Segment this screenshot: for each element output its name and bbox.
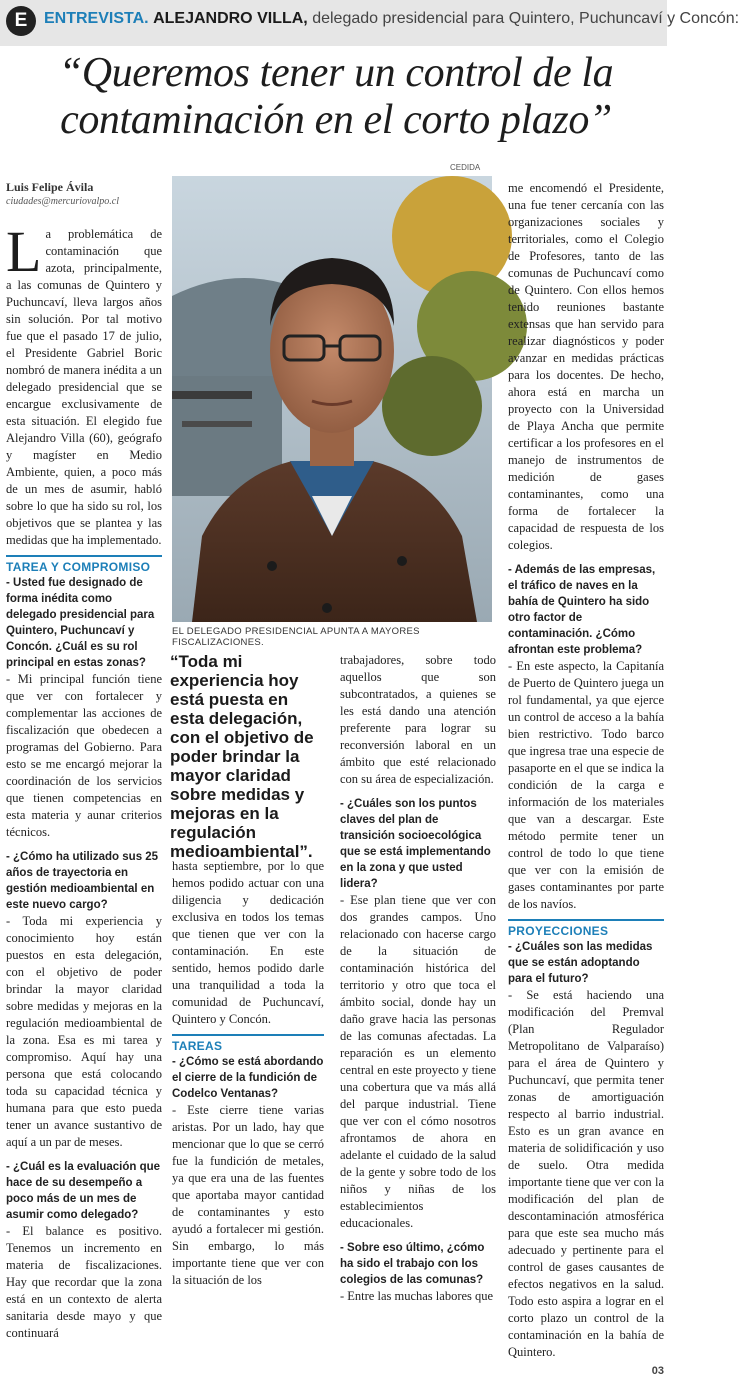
headline: “Queremos tener un control de la contaminación en el corto plazo” xyxy=(58,50,614,143)
answer: - Toda mi experiencia y conocimiento hoy están puestos en esta delegación, con el objetivo de poder brindar la mayor claridad sobre medidas y mejoras en la regulación medioambiental de la zona. Esa es mi tarea y compromiso. Aquí hay una persona que está colocando toda su capacidad técnica y humana para que esto pueda tener un avance sustantivo de aquí a un par de meses. xyxy=(6,914,162,1149)
question: - ¿Cuáles son los puntos claves del plan de transición socioecológica que se está implementando en la zona y que usted lidera? xyxy=(340,798,491,890)
column-1 xyxy=(6,219,162,1344)
column-4 xyxy=(508,180,664,1377)
question: - ¿Cómo ha utilizado sus 25 años de trayectoria en gestión medioambiental en este nuevo cargo? xyxy=(6,851,159,911)
intro-paragraph: La problemática de contaminación que azota, principalmente, a las comunas de Quintero y Puchuncaví, lleva largos años sin solución. Por tal motivo fue que el pasado 17 de julio, el Presidente Gabriel Boric nombró de manera inédita a un delegado presidencial que se encargue exclusivamente de esta situación. El elegido fue Alejandro Villa (60), geógrafo y magíster en Medio Ambiente, quien, a poco más de un mes de asumir, habló sobre lo que ha sido su rol, los objetivos que se plantea y las medidas que ha implementado. xyxy=(6,219,162,547)
section-divider xyxy=(6,555,162,557)
column-2 xyxy=(172,858,324,1291)
answer: - Mi principal función tiene que ver con fortalecer y complementar las acciones de fiscalización que obedecen a programas del Gobierno. Para esto se me encargó mejorar la coordinación de los servicios que tienen competencias en esta materia y aunar criterios técnicos. xyxy=(6,672,162,839)
answer: - En este aspecto, la Capitanía de Puerto de Quintero juega un rol fundamental, ya que ejerce un control de acceso a la bahía bien restrictivo. Todo barco que ingresa trae una especie de pasaporte en el que se indica la condición de la carga e información de los materiales que van a descargar. Este método permite tener un control de todo lo que tiene que ver con la emisión de gases contaminantes por parte de los navíos. xyxy=(508,659,664,911)
answer-continued: trabajadores, sobre todo aquellos que son subcontratados, a quienes se les está dando una atención preferente para lograr su reconversión laboral en un ámbito que esté relacionado con su área de especialización. xyxy=(340,653,496,786)
portrait-photo xyxy=(172,176,492,622)
question: - Además de las empresas, el tráfico de naves en la bahía de Quintero ha sido otro factor de contaminación. ¿Cómo afrontan este problema? xyxy=(508,564,656,656)
section-divider xyxy=(172,1034,324,1036)
article-header xyxy=(0,0,739,46)
answer: - Este cierre tiene varias aristas. Por un lado, hay que mencionar que lo que se cerró fue la fundición de metales, ya que era una de las fuentes que aportaba mayor cantidad de contaminantes y esto ayudó a fortalecer mi gestión. Sin embargo, lo más importante tiene que ver con la situación de los xyxy=(172,1103,324,1287)
answer: - Entre las muchas labores que xyxy=(340,1289,494,1303)
answer-continued: me encomendó el Presidente, una fue tener cercanía con las organizaciones sociales y territoriales, como el Colegio de Profesores, tanto de las comunas de Puchuncaví como de Quintero. Con ellos hemos tenido reuniones bastante extensas que han servido para realizar diagnósticos y poder avanzar en medidas prácticas para los docentes. De hecho, ahora está en marcha un proyecto con la Universidad de Playa Ancha que permite certificar a los profesores en el manejo de instrumentos de medición de gases contaminantes, como una forma de fortalecer la capacidad de respuesta de los colegios. xyxy=(508,181,664,552)
byline-email: ciudades@mercuriovalpo.cl xyxy=(6,196,119,207)
section-heading: TAREAS xyxy=(172,1039,223,1053)
dropcap: L xyxy=(6,219,42,284)
section-label: ENTREVISTA. xyxy=(44,10,149,27)
question: - ¿Cuál es la evaluación que hace de su desempeño a poco más de un mes de asumir como delegado? xyxy=(6,1161,161,1221)
section-divider xyxy=(508,919,664,921)
photo-caption: EL DELEGADO PRESIDENCIAL APUNTA A MAYORES FISCALIZACIONES. xyxy=(172,626,420,648)
header-line xyxy=(44,10,739,28)
interviewee-role: delegado presidencial para Quintero, Puchuncaví y Concón: xyxy=(312,10,739,27)
question: - ¿Cómo se está abordando el cierre de la fundición de Codelco Ventanas? xyxy=(172,1056,324,1100)
column-3 xyxy=(340,652,496,1307)
photo-credit: CEDIDA xyxy=(450,163,481,172)
section-heading: TAREA Y COMPROMISO xyxy=(6,560,151,574)
byline-author: Luis Felipe Ávila xyxy=(6,180,94,194)
section-badge: E xyxy=(6,6,36,36)
interviewee-name: ALEJANDRO VILLA, xyxy=(153,10,308,27)
answer: - El balance es positivo. Tenemos un incremento en materia de fiscalizaciones. Hay que recordar que la zona está en un contexto de alerta sanitaria desde mayo y que continuará xyxy=(6,1224,162,1340)
answer: - Se está haciendo una modificación del Premval (Plan Regulador Metropolitano de Valparaíso) para el área de Quintero y Puchuncaví, que permita tener zonas de amortiguación respecto al barrio industrial. Esto es un gran avance en materia de solidificación y uso de suelo. Otra medida importante tiene que ver con la modificación del plan de descontaminación atmosférica para que este sea mucho más adecuado y pertinente para el control de gases causantes de efectos negativos en la salud. Todo esto aspira a lograr en el corto plazo un control de la contaminación en la bahía de Quintero. xyxy=(508,988,664,1359)
answer-continued: hasta septiembre, por lo que hemos podido actuar con una diligencia y dedicación exclusiva en todos los temas que tienen que ver con la contaminación. En este sentido, hemos podido darle una tranquilidad a toda la comunidad de Puchuncaví, Quintero y Concón. xyxy=(172,859,324,1026)
answer: - Ese plan tiene que ver con dos grandes campos. Uno relacionado con hacerse cargo de la situación de contaminación histórica del territorio y otro que toca el ámbito social, donde hay un daño grave hacia las personas de las comunas afectadas. La reparación es un elemento central en este proyecto y tiene una cobertura que va más allá del parque industrial. Tiene que ver con el cómo nosotros afrontamos de ahora en adelante el cuidado de la salud de la gente y sobre todo de los niños y niñas de los establecimientos educacionales. xyxy=(340,893,496,1230)
question: - Sobre eso último, ¿cómo ha sido el trabajo con los colegios de las comunas? xyxy=(340,1242,485,1286)
pull-quote: “Toda mi experiencia hoy está puesta en esta delegación, con el objetivo de poder brindar la mayor claridad sobre medidas y mejoras en la regulación medioambiental”. xyxy=(170,652,314,861)
section-heading: PROYECCIONES xyxy=(508,924,609,938)
end-mark: 03 xyxy=(651,1365,664,1377)
question: - Usted fue designado de forma inédita como delegado presidencial para Quintero, Puchuncaví y Concón. ¿Cuál es su rol principal en estas zonas? xyxy=(6,577,155,669)
question: - ¿Cuáles son las medidas que se están adoptando para el futuro? xyxy=(508,941,653,985)
